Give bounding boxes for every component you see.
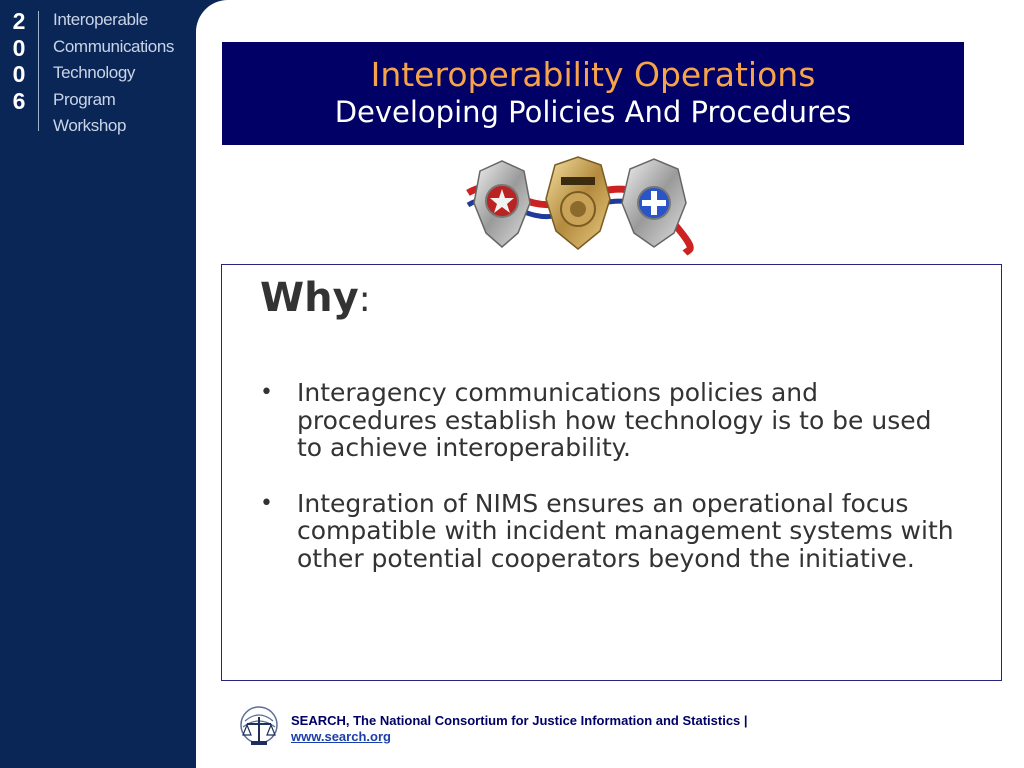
slide-title: Interoperability Operations <box>370 55 816 94</box>
program-name <box>53 7 174 140</box>
bullet-text: Integration of NIMS ensures an operational focus compatible with incident management systems with other potential cooperators beyond the initiative. <box>297 488 954 573</box>
bullet-list <box>260 379 960 600</box>
slide-subtitle: Developing Policies And Procedures <box>334 95 852 129</box>
bullet-dot: • <box>260 490 273 516</box>
fire-badge-icon <box>474 161 530 247</box>
year-digit: 0 <box>12 34 26 61</box>
brand-line: Workshop <box>53 116 127 135</box>
heading-colon: : <box>358 279 371 320</box>
content-box <box>221 264 1002 681</box>
bullet-item <box>260 490 960 573</box>
section-heading <box>260 275 371 321</box>
year-digit: 2 <box>12 8 26 34</box>
search-logo-icon <box>239 705 279 751</box>
bullet-text: Interagency communications policies and procedures establish how technology is to be used to achieve interoperability. <box>297 378 932 462</box>
year-stack <box>9 8 29 114</box>
footer-text <box>291 713 748 745</box>
heading-text: Why <box>260 275 359 321</box>
footer-org: SEARCH, The National Consortium for Justice Information and Statistics | <box>291 713 748 728</box>
year-digit: 6 <box>12 87 26 114</box>
year-digit: 0 <box>12 61 26 87</box>
footer-link[interactable]: www.search.org <box>291 729 391 744</box>
brand-line: Communications <box>53 36 175 56</box>
badges-image <box>460 153 700 257</box>
title-banner <box>222 42 964 145</box>
brand-line: Interoperable <box>53 10 148 29</box>
paramedic-badge-icon <box>622 159 686 247</box>
divider <box>38 11 39 131</box>
brand-line: Technology <box>53 63 136 82</box>
police-badge-icon <box>546 157 610 249</box>
sidebar <box>0 0 196 768</box>
bullet-item <box>260 379 960 462</box>
bullet-dot: • <box>260 380 273 405</box>
brand-line: Program <box>53 89 116 109</box>
